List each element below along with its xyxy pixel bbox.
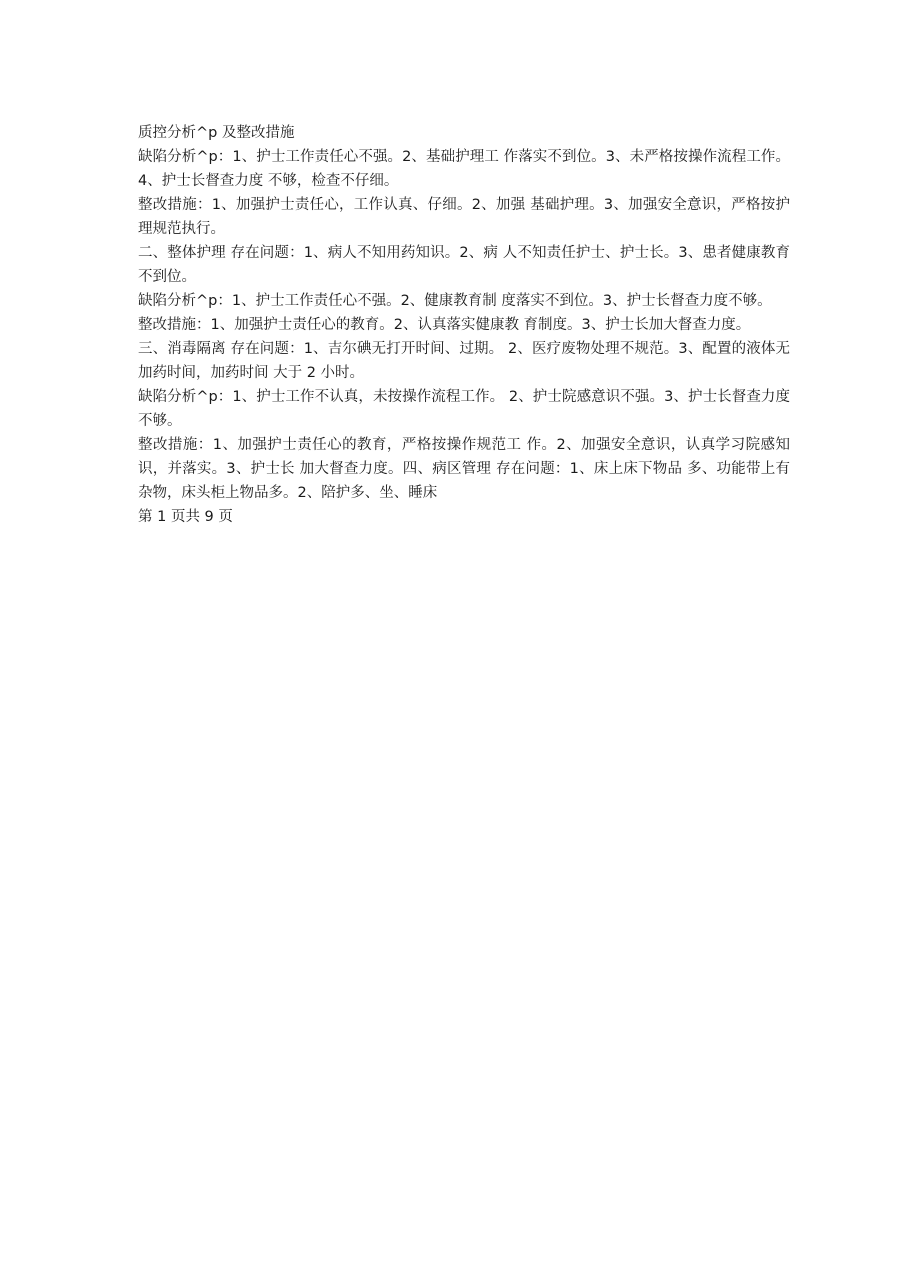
document-body: [138, 121, 790, 529]
paragraph-rectification-3: 整改措施：1、加强护士责任心的教育，严格按操作规范工 作。2、加强安全意识，认真学习院感知识，并落实。3、护士长 加大督查力度。四、病区管理 存在问题：1、床上床下物品 多、功能带上有杂物，床头柜上物品多。2、陪护多、坐、睡床: [138, 437, 790, 501]
paragraph-defect-analysis-1: 缺陷分析^p：1、护士工作责任心不强。2、基础护理工 作落实不到位。3、未严格按操作流程工作。4、护士长督查力度 不够，检查不仔细。: [138, 149, 790, 189]
paragraph-rectification-1: 整改措施：1、加强护士责任心，工作认真、仔细。2、加强 基础护理。3、加强安全意识，严格按护理规范执行。: [138, 197, 790, 237]
paragraph-section-holistic-care: 二、整体护理 存在问题：1、病人不知用药知识。2、病 人不知责任护士、护士长。3、患者健康教育不到位。: [138, 245, 790, 285]
paragraph-defect-analysis-2: 缺陷分析^p：1、护士工作责任心不强。2、健康教育制 度落实不到位。3、护士长督查力度不够。: [138, 293, 772, 309]
paragraph-section-disinfection: 三、消毒隔离 存在问题：1、吉尔碘无打开时间、过期。 2、医疗废物处理不规范。3、配置的液体无加药时间，加药时间 大于 2 小时。: [138, 341, 790, 381]
paragraph-defect-analysis-3: 缺陷分析^p：1、护士工作不认真，未按操作流程工作。 2、护士院感意识不强。3、护士长督查力度不够。: [138, 389, 790, 429]
paragraph-rectification-2: 整改措施：1、加强护士责任心的教育。2、认真落实健康教 育制度。3、护士长加大督查力度。: [138, 317, 751, 333]
page-number-footer: 第 1 页共 9 页: [138, 509, 233, 525]
document-title: 质控分析^p 及整改措施: [138, 125, 295, 141]
